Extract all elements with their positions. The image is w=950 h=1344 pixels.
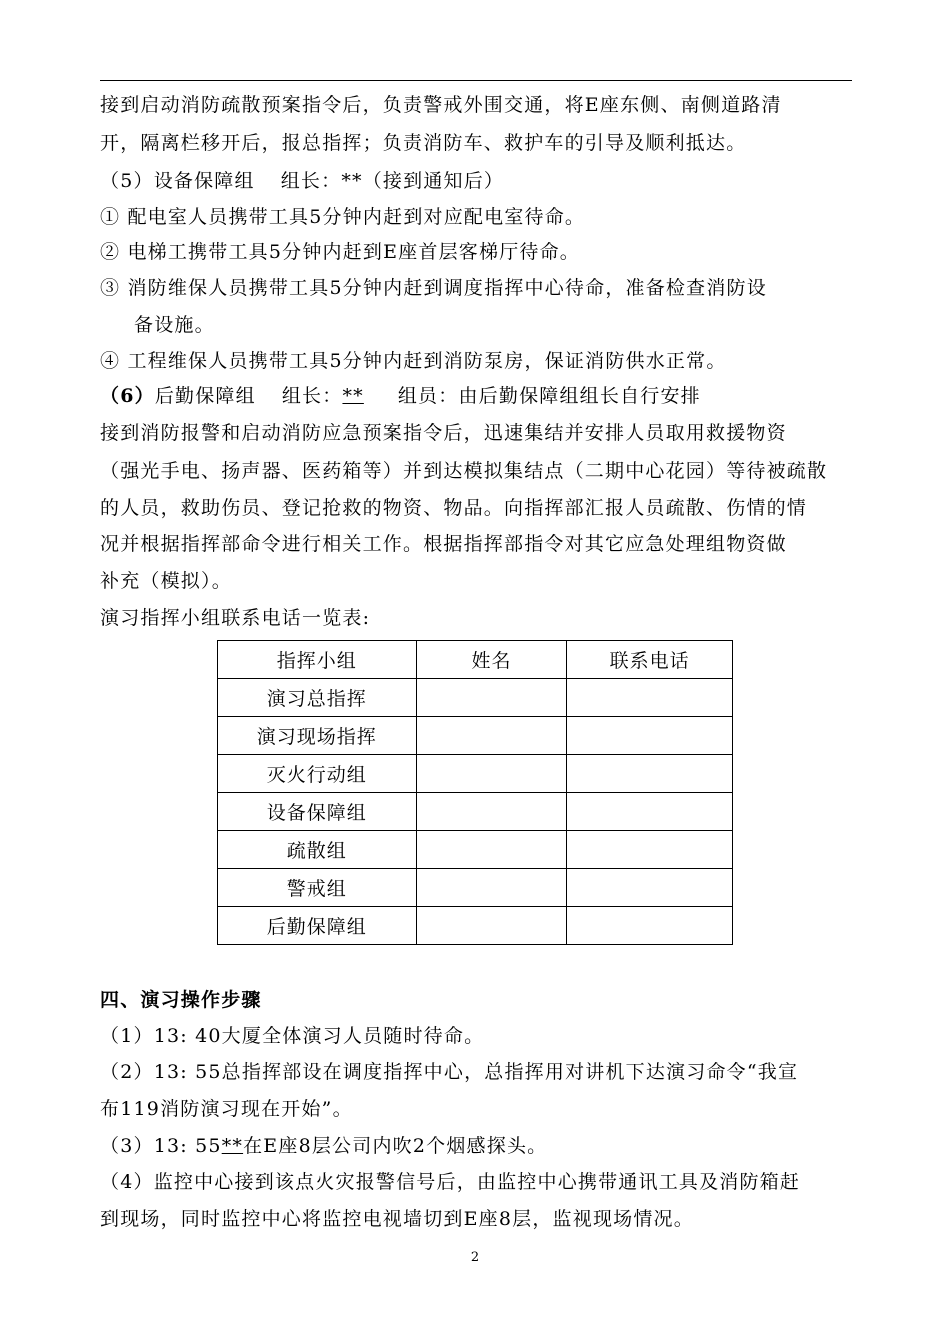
- step-line: [100, 1134, 547, 1158]
- section-heading: 四、演习操作步骤: [100, 989, 262, 1011]
- phone-cell: [567, 755, 733, 793]
- phone-cell: [567, 869, 733, 907]
- name-cell: [416, 907, 567, 945]
- group6-title: 后勤保障组: [154, 385, 256, 407]
- step-line: 到现场，同时监控中心将监控电视墙切到E座8层，监视现场情况。: [100, 1208, 694, 1230]
- table-row: [218, 679, 733, 717]
- group5-item: ② 电梯工携带工具5分钟内赶到E座首层客梯厅待命。: [100, 241, 580, 263]
- step-line: （1）13: 40大厦全体演习人员随时待命。: [100, 1025, 485, 1047]
- group5-heading: [100, 169, 504, 193]
- group6-text-line: 的人员，救助伤员、登记抢救的物资、物品。向指挥部汇报人员疏散、伤情的情: [100, 497, 808, 519]
- table-row: [218, 907, 733, 945]
- group-cell: 演习总指挥: [218, 679, 417, 717]
- group-cell: 警戒组: [218, 869, 417, 907]
- group6-member-value: 由后勤保障组组长自行安排: [458, 385, 701, 407]
- phone-cell: [567, 793, 733, 831]
- group5-item: ④ 工程维保人员携带工具5分钟内赶到消防泵房，保证消防供水正常。: [100, 350, 727, 372]
- paragraph-line: 接到启动消防疏散预案指令后，负责警戒外围交通，将E座东侧、南侧道路清: [100, 94, 782, 116]
- group6-number: （6）: [100, 385, 155, 407]
- page-number: 2: [470, 1250, 480, 1265]
- group-cell: 设备保障组: [218, 793, 417, 831]
- step3-time: （3）13: 55: [100, 1135, 222, 1157]
- phone-cell: [567, 679, 733, 717]
- table-row: [218, 831, 733, 869]
- step-line: （4）监控中心接到该点火灾报警信号后，由监控中心携带通讯工具及消防箱赶: [100, 1171, 801, 1193]
- name-cell: [416, 755, 567, 793]
- group6-leader-value: **: [342, 385, 364, 407]
- name-cell: [416, 793, 567, 831]
- group-cell: 后勤保障组: [218, 907, 417, 945]
- phone-cell: [567, 907, 733, 945]
- group-cell: 疏散组: [218, 831, 417, 869]
- group5-item-continuation: 备设施。: [134, 314, 215, 336]
- step-line: 布119消防演习现在开始”。: [100, 1098, 353, 1120]
- group6-text-line: 补充（模拟）。: [100, 570, 232, 592]
- contact-table: [217, 640, 733, 945]
- group5-item: ① 配电室人员携带工具5分钟内赶到对应配电室待命。: [100, 206, 586, 228]
- step3-name: **: [221, 1135, 244, 1157]
- table-row: [218, 793, 733, 831]
- group5-leader-value: **（接到通知后）: [341, 170, 505, 192]
- table-header-row: [218, 641, 733, 679]
- group6-member-label: 组员：: [397, 385, 459, 407]
- name-cell: [416, 831, 567, 869]
- paragraph-line: 开，隔离栏移开后，报总指挥；负责消防车、救护车的引导及顺利抵达。: [100, 132, 747, 154]
- group6-leader-label: 组长：: [281, 385, 343, 407]
- step-line: （2）13: 55总指挥部设在调度指挥中心，总指挥用对讲机下达演习命令“我宣: [100, 1061, 799, 1083]
- group5-item: ③ 消防维保人员携带工具5分钟内赶到调度指挥中心待命，准备检查消防设: [100, 277, 767, 299]
- table-row: [218, 869, 733, 907]
- phone-cell: [567, 831, 733, 869]
- table-row: [218, 717, 733, 755]
- step3-text: 在E座8层公司内吹2个烟感探头。: [243, 1135, 548, 1157]
- column-header-group: 指挥小组: [218, 641, 417, 679]
- table-row: [218, 755, 733, 793]
- group5-title: （5）设备保障组: [100, 170, 255, 192]
- group5-leader-label: 组长：: [280, 170, 342, 192]
- group6-text-line: 接到消防报警和启动消防应急预案指令后，迅速集结并安排人员取用救援物资: [100, 422, 787, 444]
- column-header-name: 姓名: [416, 641, 567, 679]
- name-cell: [416, 679, 567, 717]
- header-rule: [100, 80, 852, 81]
- group6-text-line: （强光手电、扬声器、医药箱等）并到达模拟集结点（二期中心花园）等待被疏散: [100, 460, 828, 482]
- name-cell: [416, 717, 567, 755]
- phone-cell: [567, 717, 733, 755]
- group-cell: 演习现场指挥: [218, 717, 417, 755]
- group6-text-line: 况并根据指挥部命令进行相关工作。根据指挥部指令对其它应急处理组物资做: [100, 533, 787, 555]
- column-header-phone: 联系电话: [567, 641, 733, 679]
- group6-heading: [100, 384, 701, 408]
- name-cell: [416, 869, 567, 907]
- group-cell: 灭火行动组: [218, 755, 417, 793]
- table-caption: 演习指挥小组联系电话一览表:: [100, 607, 371, 629]
